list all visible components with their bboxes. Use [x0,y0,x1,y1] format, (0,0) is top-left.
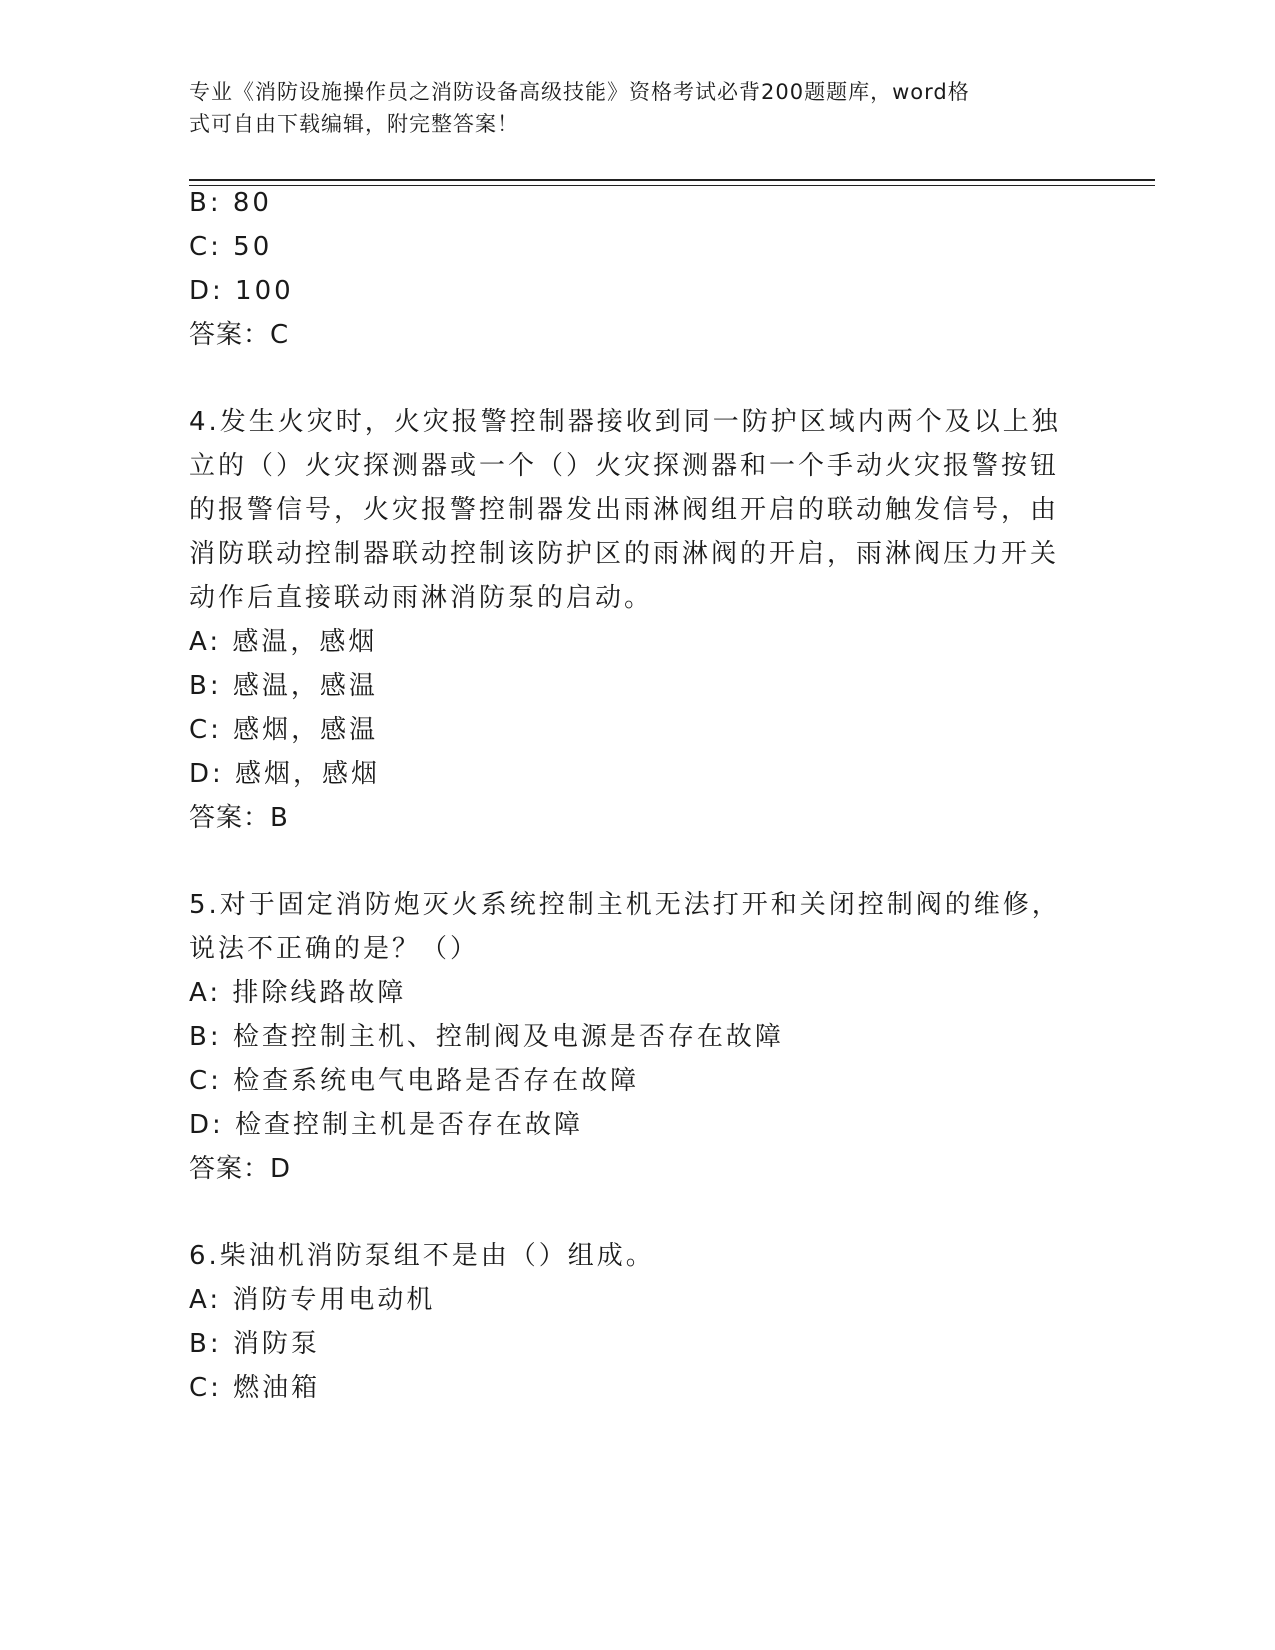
q6-option-a: A: 消防专用电动机 [189,1285,436,1315]
q6-stem-line-1: 6.柴油机消防泵组不是由（）组成。 [189,1241,655,1271]
q3-answer: 答案：C [189,320,290,350]
q5-answer: 答案：D [189,1154,292,1184]
q4-option-b: B: 感温，感温 [189,671,378,701]
q5-option-c: C: 检查系统电气电路是否存在故障 [189,1066,640,1096]
q5-stem-line-2: 说法不正确的是？（） [189,934,480,964]
q5-stem-line-1: 5.对于固定消防炮灭火系统控制主机无法打开和关闭控制阀的维修， [189,890,1061,920]
q4-stem-line-5: 动作后直接联动雨淋消防泵的启动。 [189,583,654,613]
header-divider-thin [189,185,1155,186]
q4-option-d: D: 感烟，感烟 [189,759,381,789]
q4-option-a: A: 感温，感烟 [189,627,378,657]
q3-option-c: C: 50 [189,232,273,262]
q6-option-c: C: 燃油箱 [189,1373,321,1403]
q4-option-c: C: 感烟，感温 [189,715,379,745]
q5-option-d: D: 检查控制主机是否存在故障 [189,1110,584,1140]
q4-answer: 答案：B [189,803,289,833]
document-header [189,76,1069,140]
q5-option-b: B: 检查控制主机、控制阀及电源是否存在故障 [189,1022,784,1052]
q6-option-b: B: 消防泵 [189,1329,320,1359]
header-line-1: 专业《消防设施操作员之消防设备高级技能》资格考试必背200题题库，word格 [189,80,970,104]
q4-stem-line-4: 消防联动控制器联动控制该防护区的雨淋阀的开启，雨淋阀压力开关 [189,539,1060,569]
header-divider-thick [189,179,1155,181]
header-line-2: 式可自由下载编辑，附完整答案！ [189,112,519,136]
q4-stem-line-1: 4.发生火灾时，火灾报警控制器接收到同一防护区域内两个及以上独 [189,407,1061,437]
q4-stem-line-2: 立的（）火灾探测器或一个（）火灾探测器和一个手动火灾报警按钮 [189,451,1060,481]
q4-stem-line-3: 的报警信号，火灾报警控制器发出雨淋阀组开启的联动触发信号，由 [189,495,1060,525]
q5-option-a: A: 排除线路故障 [189,978,407,1008]
q3-option-b: B: 80 [189,188,272,218]
q3-option-d: D: 100 [189,276,294,306]
